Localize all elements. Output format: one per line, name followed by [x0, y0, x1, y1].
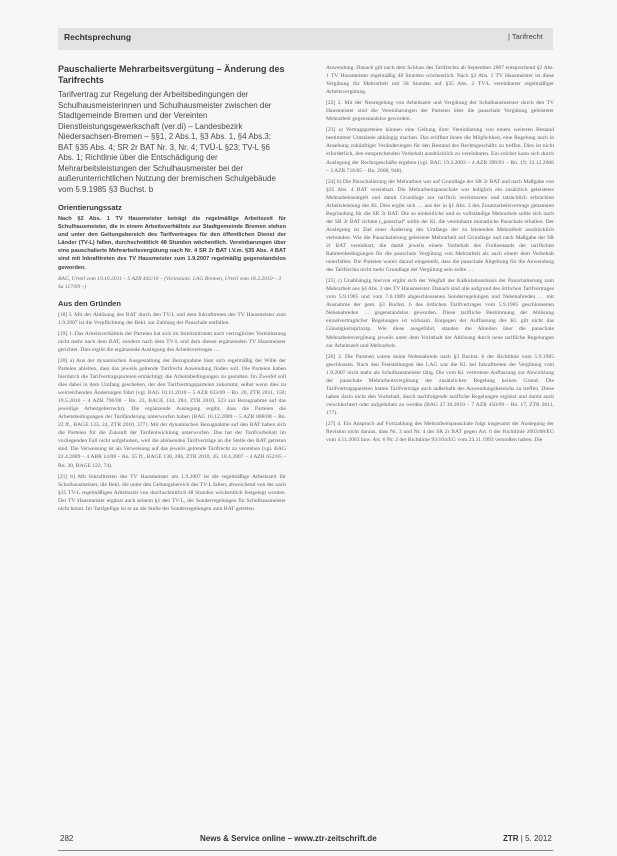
right-column: [326, 64, 554, 832]
paragraph: [20] a) Aus der dynamischen Ausgestaltung der Bezugnahme lässt sich regelmäßig der Wille der Parteien ableiten, dass das jeweils geltende Tarifrecht Anwendung finden soll. Die Parteien haben hierdurch die Tarifvertragsparteien ermächtigt, die Arbeitsbedingungen zu gestalten. Im Zweifel soll dies dabei in dem Umfang geschehen, der den Tarifvertragsparteien zukommt, selbst wenn dies zu weitreichenden Änderungen führt (vgl. BAG 10.11.2010 – 5 AZR 633/09 – Rn. 20, ZTR 2011, 150; 19.5.2010 – 4 AZR 796/08 – Rn. 23, BAGE 134, 283, ZTR 2010, 523 zur Bezugnahme auf das jeweilige Arbeitgeberrecht). Die ergänzende Auslegung ergibt, dass die Parteien die Arbeitsbedingungen der Tarifänderung unterworfen haben (BAG 16.12.2009 – 5 AZR 888/08 – Rn. 22 ff., BAGE 133, 24, ZTR 2010, 377). Mit der dynamischen Bezugnahme auf den BAT haben sich die Parteien für die Zukunft der Tarifentwicklung unterworfen. Das hat der Tarifvorbehalt im vorliegenden Fall nicht aufgehoben, weil die ablösenden Tarifverträge an die Stelle des BAT getreten sind. Die Verweisung ist als Verweisung auf das jeweils geltende Tarifrecht zu verstehen (vgl. BAG 22.4.2009 – 4 ABR 14/08 – Rn. 55 ff., BAGE 130, 286, ZTR 2010, 45; 18.4.2007 – 4 AZR 652/05 – Rn. 30, BAGE 122, 74).: [58, 357, 286, 469]
paragraph: [24] b) Die Pauschalierung der Mehrarbeit war auf Grundlage der SR 2r BAT und nach Maßgabe von §35 Abs. 4 BAT vereinbart. Die Mehrarbeitspauschale war lediglich ein zusätzlich geleistetes Mehrarbeitsentgelt und damit Grundlage zur tariflich vereinbarten und tatsächlich erbrachten Arbeitsleistung des Kl. Dies ergibt sich … aus der in §1 Abs. 3 des Zusatzarbeitsvertrags genannten Begründung für die SR 2r BAT. Die so einheitliche und so vollständige Mehrarbeit sollte sich nach der SR 2r BAT richten („pauschal“ sollte der Kl. die vereinbarte monatliche Pauschale erhalten. Der Auslegung ist Ziel einer Änderung des Umfangs der zu leistenden Mehrarbeit ausdrücklich verbunden. Wie die Pauschalierung geleistete Mehrarbeit auf Grundlage und nach Maßgabe der SR 2r BAT vereinbart, die damit jeweils einem Vorbehalt des Fortbestands der tariflichen Rahmenbedingungen für die pauschale Vergütung von Mehrarbeit als auch einem dem Vorbehalt unterfallen. Die Parteien waren darauf eingestellt, dass die pauschale Abgeltung für die Anwendung des Tarifrechts nicht mehr Grundlage der Vergütung sein sollte …: [326, 178, 554, 274]
paragraph: [26] 3. Die Parteien waren keine Nebenabrede nach §3 Buchst. b der Richtlinie vom 5.9.1985 geschlossen. Nach den Feststellungen des LAG war die Kl. bei Inkrafttreten der Vergütung vom 1.9.2007 nicht mehr als Schulhausmeister tätig. Die vom Kl. vertretene Auffassung zur Abwicklung der pauschale Mehrarbeitsvergütung der zusätzlichen Regelung keinen Grund. Die Tarifvertragsparteien hatten Tarifverträge auch außerhalb des Anwendungsbereichs zu treffen. Diese haben darin nicht den Vorbehalt, durch nachfolgende tarifliche Regelungen ergänzt und damit auch verschlechtert oder aufgehoben zu werden (BAG 27.10.2010 – 7 AZR 450/09 – Rn. 17, ZTR 2011, 177).: [326, 353, 554, 416]
header-band: [58, 28, 553, 50]
footer-divider: [58, 850, 553, 851]
article-title: Pauschalierte Mehrarbeitsvergütung – Änderung des Tarifrechts: [58, 64, 285, 85]
page-number: 282: [60, 834, 74, 843]
paragraph: [27] 4. Ein Anspruch auf Fortzahlung des Mehrarbeitspauschale folgt insgesamt der Auslegung der Revision nicht daraus, dass Nr. 3 und Nr. 4 der SR 2r BAT gegen Art. 6 der Richtlinie 2003/88/EG vom 4.11.2003 bzw. Art. 6 Nr. 2 der Richtlinie 93/104/EG vom 23.11.1993 verstoßen haben. Die: [326, 420, 554, 444]
journal-name: ZTR: [503, 834, 519, 843]
left-column: [58, 64, 286, 832]
paragraph: [19] 1. Das Arbeitsverhältnis der Parteien hat sich im Streitzeitraum nach vertraglicher Vereinbarung nicht mehr nach dem BAT, sondern nach dem TV-L und dem diesen ergänzenden TV Hausmeister gerichtet. Dies ergibt die ergänzende Auslegung des Arbeitsvertrages …: [58, 330, 286, 353]
paragraph: Anwendung. Danach gilt nach dem Schluss des Tarifrechts ab September 2007 entsprechend §2 Abs. 1 TV Hausmeister regelmäßig 48 Stunden wöchentlich. Nach §3 Abs. 1 TV Hausmeister ist diese Vergütung für Mehrarbeit mit 58 Stunden auf §35 Abs. 2 TV-L vereinbarter regelmäßiger Arbeitsvergütung.: [326, 65, 554, 96]
category-header: | Tarifrecht: [508, 32, 543, 41]
paragraph: [22] 2. Mit der Neuregelung von Arbeitszeit und Vergütung der Schulhausmeister durch den TV Hausmeister sind die Vereinbarungen der Parteien über die pauschale Vergütung geleisteter Mehrarbeit gegenstandslos geworden.: [326, 100, 554, 123]
issue-number: | 5. 2012: [518, 834, 552, 843]
footer-website: News & Service online – www.ztr-zeitschrift.de: [200, 834, 377, 843]
paragraph: [23] a) Vertragsparteien können eine Geltung ihrer Vereinbarung von einem weiteren Bestand bestimmter Umstände abhängig machen. Das eröffnet ihnen die Möglichkeit, eine Regelung auch in Ansehung zukünftiger Veränderungen für den Bestand des Rechtsgeschäfts zu treffen. Dies ist nicht erforderlich, den entsprechenden Vorbehalt ausdrücklich zu vereinbaren. Ein solcher kann sich durch Auslegung der Rechtsgeschäfte ergeben (vgl. BAG 19.3.2003 – 4 AZR 390/01 – Rn. 19; 12.12.2006 – 3 AZR 716/05 – Rn. 2008, 948).: [326, 127, 554, 174]
paragraph: [18] I. Mit der Ablösung des BAT durch den TV-L und dem Inkrafttreten des TV Hausmeister zum 1.9.2007 ist die Verpflichtung der Bekl. zur Zahlung der Pauschale entfallen.: [58, 311, 286, 326]
footer-issue: [503, 834, 552, 843]
orientation-text: Nach §2 Abs. 1 TV Hausmeister beträgt die regelmäßige Arbeitszeit für Schulhausmeister, die in einem Arbeitsverhältnis zur Stadtgemeinde Bremen stehen und unter den Geltungsbereich des Tarifvertrages für den öffentlichen Dienst der Länder (TV-L) fallen, durchschnittlich 48 Stunden wöchentlich. Vereinbarungen über eine pauschalierte Mehrarbeitsvergütung nach Nr. 4 SR 2r BAT i.V.m. §35 Abs. 4 BAT sind mit Inkrafttreten des TV Hausmeister zum 1.9.2007 regelmäßig gegenstandslos geworden.: [58, 216, 286, 271]
section-header: Rechtsprechung: [64, 32, 132, 42]
court-citation: BAG, Urteil vom 19.10.2011 – 5 AZR 442/10 – (Vorinstanz: LAG Bremen, Urteil vom 18.3.2010 – 3 Sa 117/09 –): [58, 275, 282, 290]
paragraph: [21] b) Mit Inkrafttreten des TV Hausmeister am 1.9.2007 ist die regelmäßige Arbeitszeit für Schulhausmeister, die Bekl. die unter den Geltungsbereich des TV-L fallen, abweichend von der nach §35 TV-L regelmäßigen Arbeitszeit von durchschnittlich 48 Stunden wöchentlich festgelegt worden. Der TV Hausmeister ergänzt auch seinem §1 den TV-L, der Sonderregelungen für Schulhausmeister nicht kennt. Im Tarifgefüge ist er an die Stelle der Sonderregelungen zum BAT getreten.: [58, 473, 286, 512]
paragraph: [25] c) Unabhängig hiervon ergibt sich der Wegfall der Kalkulationsbasis der Pauschalierung zum Mehrarbeit aus §4 Abs. 3 des TV Hausmeister. Danach sind alle aufgrund des örtlichen Tarifvertrages vom 5.9.1985 und vom 7.6.1989 abgeschlossenen Sonderregelungen und Nebenabreden … mit Ausnahme der gem. §3 Buchst. b des örtlichen Tarifvertrages vom 5.9.1985 geschlossenen Nebenabreden … gegenstandslos geworden. Diese tarifliche Bestimmung der Ablösung einzelvertraglicher Regelungen ist wirksam. Entgegen der Auffassung des Kl. gilt nicht das Günstigkeitsprinzip. Wie diese ausgeführt, standen die Abreden über die pauschale Mehrarbeitsvergütung jeweils unter dem Vorbehalt der Ablösung durch neue tarifliche Regelungen zur Arbeitszeit und Mehrarbeit.: [326, 278, 554, 349]
reasons-heading: Aus den Gründen: [58, 298, 121, 308]
article-subtitle: Tarifvertrag zur Regelung der Arbeitsbedingungen der Schulhausmeisterinnen und Schulhausmeister zwischen der Stadtgemeinde Bremen und der Vereinten Dienstleistungsgewerkschaft (ver.di) – Landesbezirk Niedersachsen-Bremen – §§1, 2 Abs.1, §3 Abs. 1, §4 Abs.3; BAT §35 Abs. 4; SR 2r BAT Nr. 3, Nr. 4; TVÜ-L §23; TV-L §6 Abs. 1; Richtlinie über die Entschädigung der Mehrarbeitsleistungen der Schulhausmeister bei der außerunterrichtlichen Nutzung der bremischen Schulgebäude vom 5.9.1985 §3 Buchst. b: [58, 90, 276, 194]
orientation-heading: Orientierungssatz: [58, 203, 122, 212]
